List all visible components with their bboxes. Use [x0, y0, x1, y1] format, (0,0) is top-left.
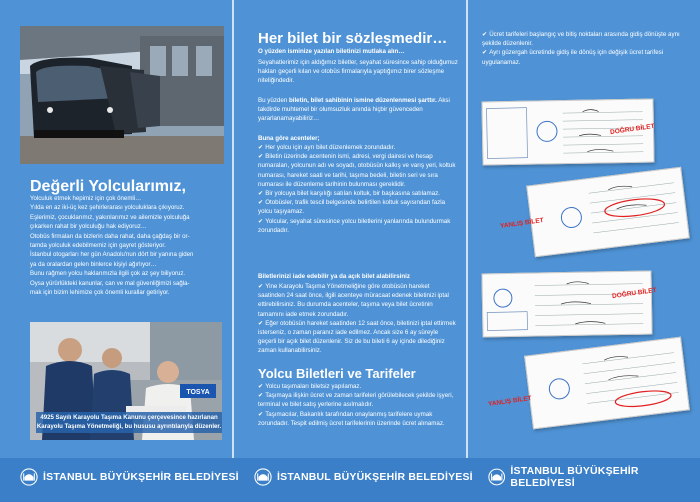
left-title: Değerli Yolcularımız, [30, 178, 186, 195]
list-item: ✔ Otobüsler, trafik tescil belgesinde belirtilen koltuk sayısından fazla yolcu taşıyamaz. [258, 198, 458, 216]
logo-text: İSTANBUL BÜYÜKŞEHİR BELEDİYESİ [277, 471, 473, 483]
ibb-logo [488, 466, 700, 488]
list-item: ✔ Ayrı güzergah ücretinde gidiş ile dönüş için değişik ücret tarifesi uygulanamaz. [482, 48, 688, 66]
tarifeler-title: Yolcu Biletleri ve Tarifeler [258, 366, 416, 381]
ibb-logo [20, 466, 239, 488]
mosque-emblem-icon [20, 468, 38, 486]
list-item: ✔ Taşımacılar, Bakanlık tarafından onaylanmış tarifelere uymak zorundadır. Tespit edilmiş ücret tarifelerinin üzerinde ücret alınamaz. [258, 410, 458, 428]
bus-company-sign: TOSYA [186, 389, 210, 396]
list-item: ✔ Her yolcu için ayrı bilet düzenlemek zorundadır. [258, 143, 458, 152]
list-item: ✔ Yolcu taşımaları biletsiz yapılamaz. [258, 382, 458, 391]
middle-lead: O yüzden isminize yazılan biletinizi mutlaka alın… [258, 48, 405, 55]
iade-list [258, 282, 458, 356]
ibb-logo [254, 466, 473, 488]
intro-line: İstanbul otogarları her gün Anadolu'nun dört bir yanına giden [30, 251, 194, 259]
intro-line: mak için bizim lehimize çok önemli kurallar getiriyor. [30, 289, 170, 297]
intro-line: çıkarken rahat bir yolculuğu hak ediyoruz… [30, 223, 147, 231]
intro-line: tamda yolculuk edebilmemiz için gayret gösteriyor. [30, 242, 166, 250]
text: Bu yüzden [258, 97, 289, 104]
middle-title: Her bilet bir sözleşmedir… [258, 30, 448, 47]
fold-line [466, 0, 468, 458]
stamp-label: DOĞRU BİLET [609, 122, 656, 137]
fold-line [232, 0, 234, 458]
ticket-sample-correct [481, 271, 652, 338]
stamp-label: DOĞRU BİLET [611, 286, 658, 301]
list-item: ✔ Taşımaya ilişkin ücret ve zaman tarifeleri görülebilecek şekilde işyeri, terminal ve bilet satış yerlerine asılmalıdır. [258, 391, 458, 409]
intro-line: ya da oralardan gelen binlerce kişiyi ağırlıyor… [30, 260, 157, 268]
emphasis: biletin, bilet sahibinin ismine düzenlenmesi şarttır. [288, 97, 437, 104]
intro-line: Eşlerimiz, çocuklarımız, yakınlarımız ve ailemizle yolculuğa [30, 213, 190, 221]
logo-text: İSTANBUL BÜYÜKŞEHİR BELEDİYESİ [43, 471, 239, 483]
right-list [482, 30, 688, 67]
intro-line: Yolculuk etmek hepimiz için çok önemli… [30, 195, 142, 202]
middle-paragraph: Seyahatlerimiz için aldığımız biletler, seyahat süresince sahip olduğumuz hakları geçerli kılan ve otobüs firmalarıyla yaptığımız birer sözleşme niteliğindedir. [258, 59, 458, 85]
middle-paragraph-name-rule [258, 96, 458, 124]
left-intro [30, 194, 228, 297]
ticket-lines [482, 272, 651, 337]
photo-caption: 4925 Sayılı Karayolu Taşıma Kanunu çerçevesince hazırlanan Karayolu Taşıma Yönetmeliği, bu hususu ayrıntılarıyla düzenler. [36, 412, 222, 433]
list-item: ✔ Biletin üzerinde acentenin ismi, adresi, vergi dairesi ve hesap numaraları, yolcunun adı ve soyadı, otobüsün kalkış ve varış yeri, koltuk numarası, hareket saati ve tarihi, taşıma bedeli, biletin seri ve sıra numarası ile düzenleme tarihinin bulunması gereklidir. [258, 152, 458, 189]
mosque-emblem-icon [254, 468, 272, 486]
tarife-list [258, 382, 458, 428]
list-item: ✔ Eğer otobüsün hareket saatinden 12 saat önce, biletinizi iptal ettirmek isterseniz, o zaman paranız iade edilmez. Ancak size 6 ay süreyle geçerli bir açık bilet düzenlenir. Siz de bu bileti 6 ay içinde dilediğiniz zaman kullanabilirsiniz. [258, 319, 458, 356]
list-item: ✔ Ücret tarifeleri başlangıç ve bitiş noktaları arasında gidiş dönüşte aynı şekilde düzenlenir. [482, 30, 688, 48]
text: Aksi takdirde muhtemel bir olumsuzluk anında hiçbir güvenceden yararlanamayabiliriz… [258, 97, 450, 123]
bus-terminal-photo [20, 26, 224, 164]
list-item: ✔ Bir yolcuya bilet karşılığı satılan koltuk, bir başkasına satılamaz. [258, 189, 458, 198]
iade-heading: Biletlerinizi iade edebilir ya da açık bilet alabilirsiniz [258, 273, 410, 280]
acente-list [258, 143, 458, 235]
logo-text: İSTANBUL BÜYÜKŞEHİR BELEDİYESİ [510, 465, 639, 489]
intro-line: Otobüs firmaları da bizlerin daha rahat, daha çağdaş bir or- [30, 232, 190, 240]
intro-line: Yılda en az iki-üç kez şehirlerarası yolculuklara çıkıyoruz. [30, 204, 185, 212]
intro-line: Bunu rağmen yolcu haklarımızla ilgili çok az şey biliyoruz. [30, 270, 186, 278]
list-item: ✔ Yine Karayolu Taşıma Yönetmeliğine göre otobüsün hareket saatinden 24 saat önce, ilgili acenteye müracaat edenek biletinizi iptal ettirebilirsiniz. Bu durumda acenteler, taşıma veya bilet ücretinin tamamını iade etmek zorundadır. [258, 282, 458, 319]
mosque-emblem-icon [488, 468, 505, 486]
intro-line: Oysa yürürlükteki kanunlar, can ve mal güvenliğimizi sağla- [30, 279, 190, 287]
list-item: ✔ Yolcular, seyahat süresince yolcu biletlerini yanlarında bulundurmak zorundadır. [258, 217, 458, 235]
stamp-label: YANLIŞ BİLET [487, 394, 533, 409]
stamp-label: YANLIŞ BİLET [499, 216, 545, 231]
acenteler-heading: Buna göre acenteler; [258, 135, 320, 142]
